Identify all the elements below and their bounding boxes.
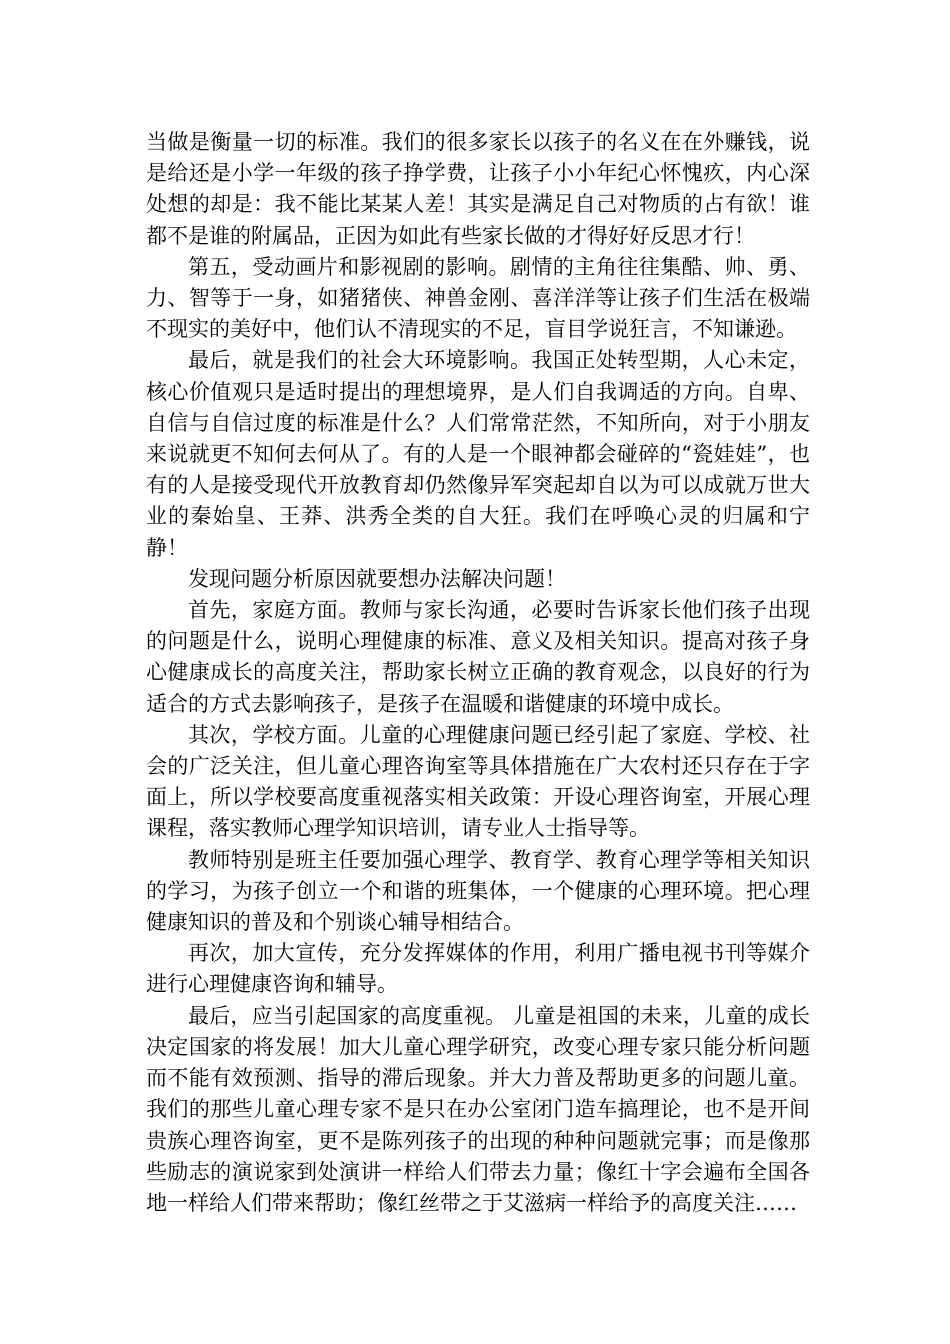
paragraph-social-environment: 最后，就是我们的社会大环境影响。我国正处转型期，人心未定，核心价值观只是适时提出的理想境界，是人们自我调适的方向。自卑、自信与自信过度的标准是什么？人们常常茫然，不知所向，对于小朋友来说就更不知何去何从了。有的人是一个眼神都会碰碎的“瓷娃娃”，也有的人是接受现代开放教育却仍然像异军突起却自以为可以成就万世大业的秦始皇、王莽、洪秀全类的自大狂。我们在呼唤心灵的归属和宁静！	[146, 348, 810, 560]
paragraph-fifth-cartoons: 第五，受动画片和影视剧的影响。剧情的主角往往集酷、帅、勇、力、智等于一身，如猪猪侠、神兽金刚、喜洋洋等让孩子们生活在极端不现实的美好中，他们认不清现实的不足，盲目学说狂言，不知谦逊。	[146, 254, 810, 342]
paragraph-teachers: 教师特别是班主任要加强心理学、教育学、教育心理学等相关知识的学习，为孩子创立一个和谐的班集体，一个健康的心理环境。把心理健康知识的普及和个别谈心辅导相结合。	[146, 847, 810, 935]
paragraph-school-aspect: 其次，学校方面。儿童的心理健康问题已经引起了家庭、学校、社会的广泛关注，但儿童心理咨询室等具体措施在广大农村还只存在于字面上，所以学校要高度重视落实相关政策：开设心理咨询室，开展心理课程，落实教师心理学知识培训，请专业人士指导等。	[146, 722, 810, 841]
paragraph-publicity: 再次，加大宣传，充分发挥媒体的作用，利用广播电视书刊等媒介进行心理健康咨询和辅导。	[146, 941, 810, 997]
paragraph-national-attention: 最后，应当引起国家的高度重视。 儿童是祖国的未来，儿童的成长决定国家的将发展！加大儿童心理学研究，改变心理专家只能分析问题而不能有效预测、指导的滞后现象。并大力普及帮助更多的问题儿童。我们的那些儿童心理专家不是只在办公室闭门造车搞理论，也不是开间贵族心理咨询室，更不是陈列孩子的出现的种种问题就完事；而是像那些励志的演说家到处演讲一样给人们带去力量；像红十字会遍布全国各地一样给人们带来帮助；像红丝带之于艾滋病一样给予的高度关注……	[146, 1003, 810, 1215]
paragraph-family-aspect: 首先，家庭方面。教师与家长沟通，必要时告诉家长他们孩子出现的问题是什么，说明心理健康的标准、意义及相关知识。提高对孩子身心健康成长的高度关注，帮助家长树立正确的教育观念，以良好的行为适合的方式去影响孩子，是孩子在温暖和谐健康的环境中成长。	[146, 598, 810, 716]
paragraph-continued-standards: 当做是衡量一切的标准。我们的很多家长以孩子的名义在在外赚钱，说是给还是小学一年级的孩子挣学费，让孩子小小年纪心怀愧疚，内心深处想的却是：我不能比某某人差！其实是满足自己对物质的占有欲！谁都不是谁的附属品，正因为如此有些家长做的才得好好反思才行！	[146, 130, 810, 248]
paragraph-solve-problems: 发现问题分析原因就要想办法解决问题！	[188, 566, 566, 591]
document-body	[146, 127, 810, 1219]
